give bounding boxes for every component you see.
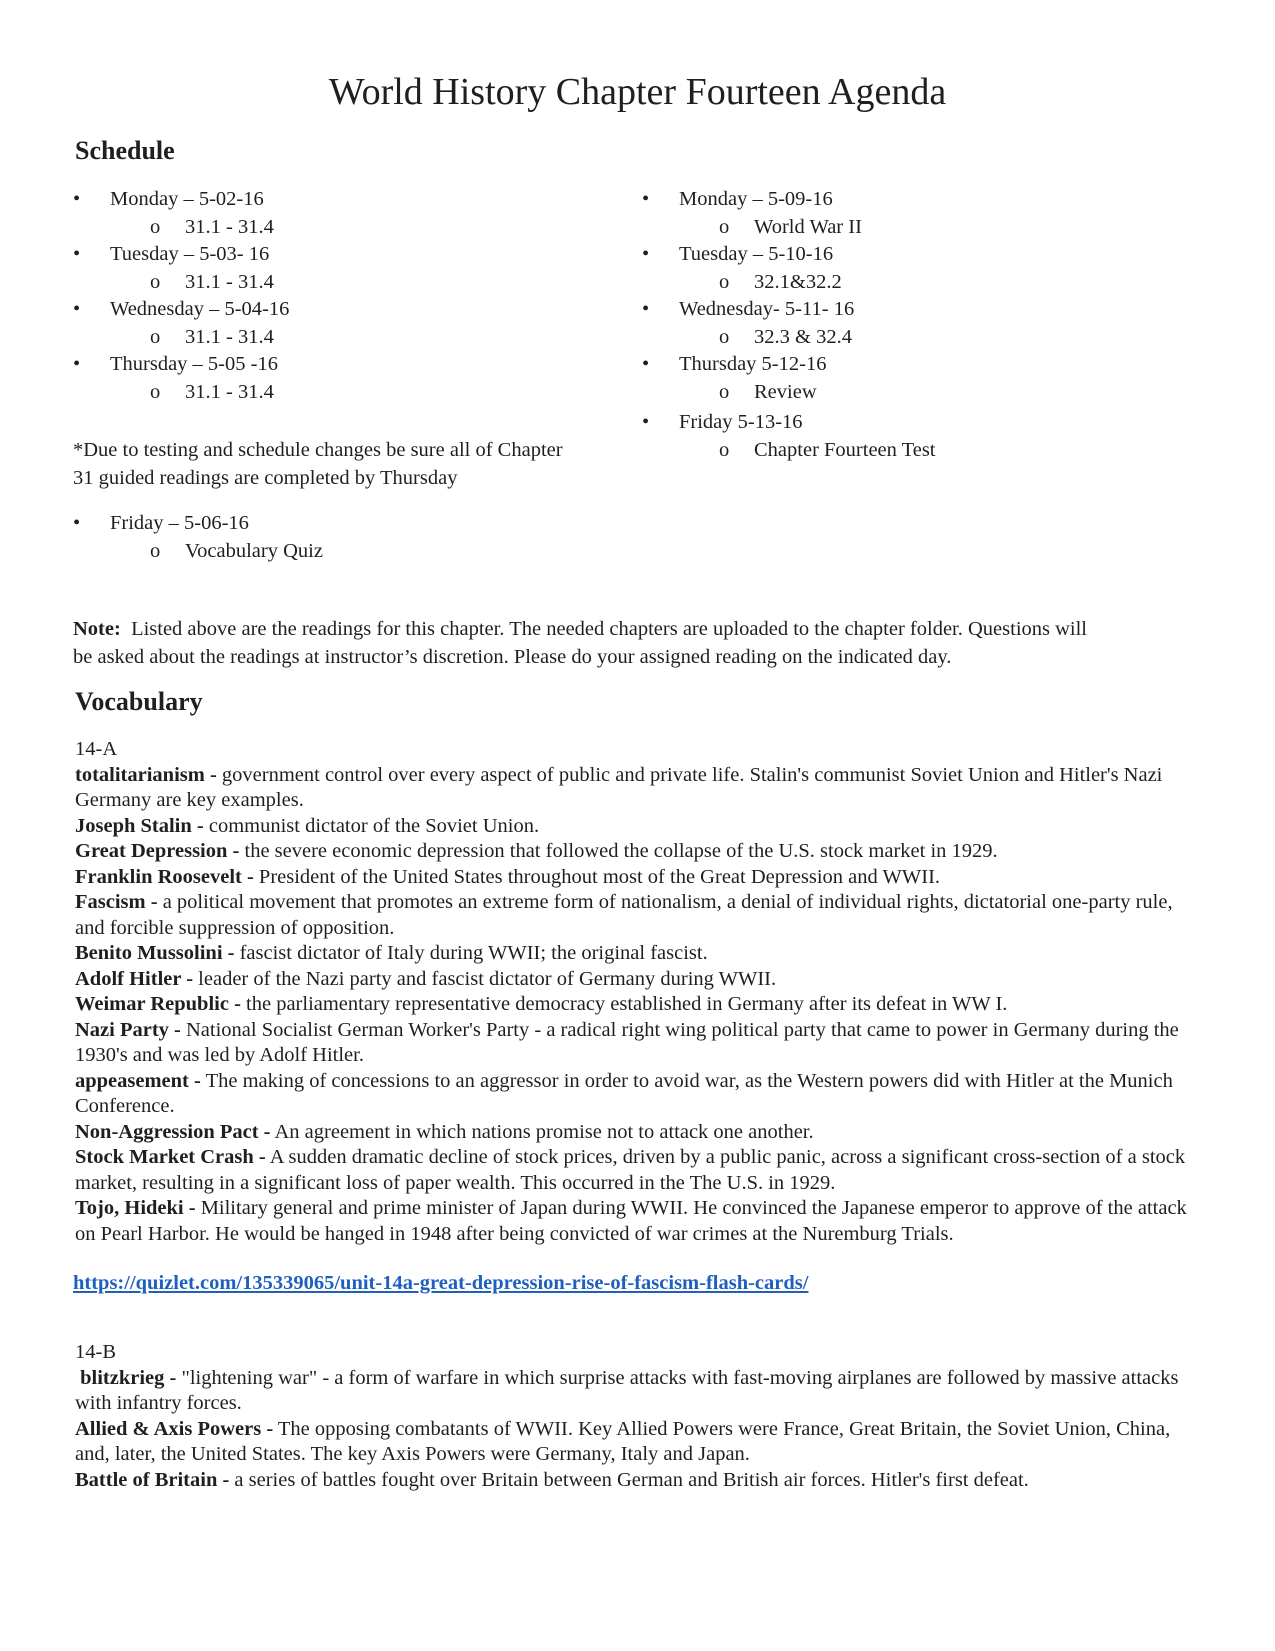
vocabulary-heading: Vocabulary [75, 687, 203, 716]
vocab-definition: An agreement in which nations promise not to attack one another. [270, 1120, 814, 1143]
schedule-subitem-label: Review [754, 380, 817, 403]
vocab-term: Benito Mussolini - [75, 942, 235, 964]
vocab-entry [75, 814, 1205, 840]
schedule-subitem [642, 379, 1202, 407]
vocab-definition: a series of battles fought over Britain between German and British air forces. Hitler's first defeat. [229, 1468, 1029, 1491]
vocab-term: Nazi Party - [75, 1018, 181, 1041]
vocab-entry [75, 1196, 1205, 1247]
schedule-subitem-label: 31.1 - 31.4 [185, 215, 274, 238]
sub-bullet-icon: o [150, 380, 161, 403]
sub-bullet-icon: o [150, 539, 161, 562]
vocab-term: appeasement - [75, 1069, 201, 1092]
vocab-entry [75, 941, 1205, 967]
vocab-definition: "lightening war" - a form of warfare in which surprise attacks with fast-moving airplanes are followed by massive attacks with infantry forces. [75, 1366, 1179, 1414]
schedule-day-label: Friday – 5-06-16 [110, 512, 249, 534]
vocab-definition: leader of the Nazi party and fascist dictator of Germany during WWII. [193, 967, 777, 990]
vocab-term: Allied & Axis Powers - [75, 1417, 274, 1440]
schedule-day [73, 186, 633, 214]
schedule-subitem-label: 31.1 - 31.4 [185, 325, 274, 348]
schedule-day-label: Thursday 5-12-16 [679, 353, 827, 375]
schedule-subitem [73, 269, 633, 297]
schedule-subitem [73, 538, 633, 566]
vocab-entry [75, 1120, 1205, 1146]
bullet-icon: • [642, 188, 650, 210]
schedule-day [73, 241, 633, 269]
vocab-definition: communist dictator of the Soviet Union. [203, 814, 540, 837]
vocab-entry [75, 839, 1205, 865]
schedule-day [642, 409, 1202, 437]
vocab-term: Battle of Britain - [75, 1468, 230, 1491]
bullet-icon: • [73, 512, 81, 534]
schedule-subitem [73, 379, 633, 407]
page-title: World History Chapter Fourteen Agenda [328, 71, 947, 113]
schedule-subitem-label: Vocabulary Quiz [185, 539, 323, 562]
schedule-right-column [642, 186, 1202, 464]
schedule-day-label: Monday – 5-09-16 [679, 188, 833, 210]
vocab-term: blitzkrieg - [75, 1366, 182, 1389]
schedule-left-friday [73, 510, 633, 565]
schedule-day-label: Wednesday- 5-11- 16 [679, 298, 855, 320]
note-text: be asked about the readings at instructor’s discretion. Please do your assigned reading on the indicated day. [73, 645, 952, 668]
schedule-day-label: Thursday – 5-05 -16 [110, 353, 278, 375]
bullet-icon: • [642, 353, 650, 375]
vocab-definition: fascist dictator of Italy during WWII; the original fascist. [234, 942, 708, 964]
bullet-icon: • [642, 298, 650, 320]
bullet-icon: • [73, 243, 81, 265]
vocab-definition: a political movement that promotes an extreme form of nationalism, a denial of individual rights, dictatorial one-party rule, and forcible suppression of opposition. [75, 891, 1173, 939]
sub-bullet-icon: o [150, 270, 161, 293]
schedule-subitem-label: Chapter Fourteen Test [754, 438, 936, 461]
vocab-entry [75, 967, 1205, 993]
sub-bullet-icon: o [150, 215, 161, 238]
bullet-icon: • [73, 353, 81, 375]
schedule-subitem-label: World War II [754, 215, 862, 238]
schedule-subitem [73, 214, 633, 242]
vocab-definition: President of the United States throughout most of the Great Depression and WWII. [253, 865, 941, 888]
schedule-subitem [642, 324, 1202, 352]
vocab-term: Stock Market Crash - [75, 1146, 266, 1168]
vocab-definition: the parliamentary representative democracy established in Germany after its defeat in WW I. [240, 993, 1008, 1015]
vocab-term: Adolf Hitler - [75, 967, 194, 990]
vocab-definition: government control over every aspect of public and private life. Stalin's communist Soviet Union and Hitler's Nazi Germany are key examples. [75, 763, 1163, 811]
schedule-day [642, 186, 1202, 214]
note-label: Note: [73, 618, 121, 640]
schedule-day [73, 351, 633, 379]
vocab-entry [75, 1468, 1205, 1494]
section-label: 14-A [75, 738, 118, 760]
schedule-day [642, 351, 1202, 379]
vocab-term: Franklin Roosevelt - [75, 865, 254, 888]
vocab-section-a [75, 737, 1205, 1247]
sub-bullet-icon: o [719, 380, 730, 403]
vocab-term: Weimar Republic - [75, 993, 241, 1015]
schedule-day-label: Monday – 5-02-16 [110, 188, 264, 210]
bullet-icon: • [642, 411, 650, 433]
schedule-subitem [642, 269, 1202, 297]
vocab-entry [75, 1366, 1205, 1417]
schedule-subitem-label: 32.3 & 32.4 [754, 325, 852, 348]
note-paragraph [73, 616, 1223, 671]
vocab-section-b [75, 1340, 1205, 1493]
schedule-subitem [73, 324, 633, 352]
section-label: 14-B [75, 1341, 116, 1363]
bullet-icon: • [642, 243, 650, 265]
vocab-definition: Military general and prime minister of Japan during WWII. He convinced the Japanese emperor to approve of the attack on Pearl Harbor. He would be hanged in 1948 after being convicted of war crimes at the Nuremburg Trials. [75, 1197, 1187, 1245]
schedule-day-label: Tuesday – 5-10-16 [679, 243, 834, 265]
vocab-entry [75, 890, 1205, 941]
sub-bullet-icon: o [150, 325, 161, 348]
vocab-term: Fascism - [75, 891, 158, 913]
bullet-icon: • [73, 188, 81, 210]
schedule-day [73, 296, 633, 324]
vocab-term: totalitarianism - [75, 763, 217, 786]
quizlet-link[interactable]: https://quizlet.com/135339065/unit-14a-great-depression-rise-of-fascism-flash-cards/ [73, 1272, 809, 1294]
vocab-definition: A sudden dramatic decline of stock prices, driven by a public panic, across a significant cross-section of a stock market, resulting in a significant loss of paper wealth. This occurred in the The U.S. in 1929. [75, 1146, 1186, 1194]
schedule-day-label: Tuesday – 5-03- 16 [110, 243, 270, 265]
schedule-subitem [642, 437, 1202, 465]
schedule-day [642, 241, 1202, 269]
vocab-entry [75, 1069, 1205, 1120]
schedule-day-label: Friday 5-13-16 [679, 411, 803, 433]
vocab-term: Non-Aggression Pact - [75, 1120, 271, 1143]
vocab-entry [75, 1417, 1205, 1468]
vocab-entry [75, 1145, 1205, 1196]
vocab-definition: National Socialist German Worker's Party - a radical right wing political party that came to power in Germany during the 1930's and was led by Adolf Hitler. [75, 1018, 1179, 1066]
vocab-term: Tojo, Hideki - [75, 1197, 196, 1219]
vocab-entry [75, 763, 1205, 814]
vocab-definition: The opposing combatants of WWII. Key Allied Powers were France, Great Britain, the Soviet Union, China, and, later, the United States. The key Axis Powers were Germany, Italy and Japan. [75, 1417, 1171, 1465]
vocab-definition: The making of concessions to an aggressor in order to avoid war, as the Western powers did with Hitler at the Munich Conference. [75, 1069, 1173, 1117]
schedule-note-line: 31 guided readings are completed by Thursday [73, 466, 458, 489]
vocab-definition: the severe economic depression that followed the collapse of the U.S. stock market in 1929. [239, 840, 998, 862]
sub-bullet-icon: o [719, 438, 730, 461]
vocab-term: Great Depression - [75, 840, 240, 862]
schedule-note-line: *Due to testing and schedule changes be sure all of Chapter [73, 439, 563, 461]
schedule-day [642, 296, 1202, 324]
vocab-term: Joseph Stalin - [75, 814, 204, 837]
vocab-entry [75, 865, 1205, 891]
schedule-heading: Schedule [75, 136, 175, 165]
schedule-day [73, 510, 633, 538]
sub-bullet-icon: o [719, 215, 730, 238]
vocab-entry [75, 992, 1205, 1018]
schedule-note [73, 437, 653, 492]
sub-bullet-icon: o [719, 270, 730, 293]
vocab-entry [75, 1018, 1205, 1069]
sub-bullet-icon: o [719, 325, 730, 348]
schedule-left-column [73, 186, 633, 406]
schedule-subitem-label: 32.1&32.2 [754, 270, 842, 293]
schedule-subitem [642, 214, 1202, 242]
note-text: Listed above are the readings for this chapter. The needed chapters are uploaded to the chapter folder. Questions will [131, 618, 1088, 640]
schedule-subitem-label: 31.1 - 31.4 [185, 380, 274, 403]
schedule-subitem-label: 31.1 - 31.4 [185, 270, 274, 293]
bullet-icon: • [73, 298, 81, 320]
schedule-day-label: Wednesday – 5-04-16 [110, 298, 290, 320]
